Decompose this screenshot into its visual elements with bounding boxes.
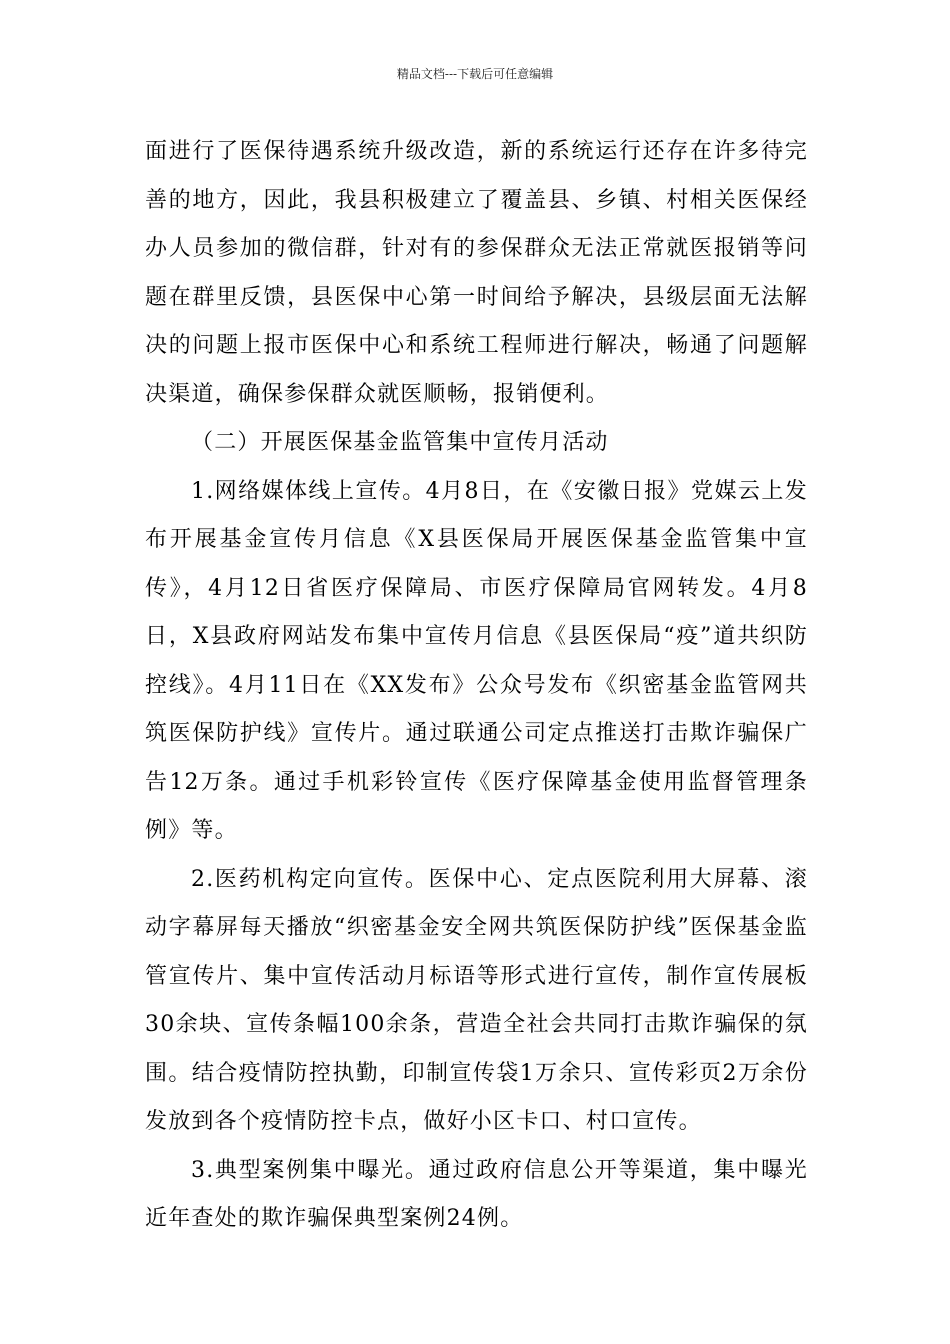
paragraph-continuation: 面进行了医保待遇系统升级改造，新的系统运行还存在许多待完善的地方，因此，我县积极建立了覆盖县、乡镇、村相关医保经办人员参加的微信群，针对有的参保群众无法正常就医报销等问题在群里反馈，县医保中心第一时间给予解决，县级层面无法解决的问题上报市医保中心和系统工程师进行解决，畅通了问题解决渠道，确保参保群众就医顺畅，报销便利。 xyxy=(145,139,808,407)
paragraph-institution-publicity: 2.医药机构定向宣传。医保中心、定点医院利用大屏幕、滚动字幕屏每天播放“织密基金安全网共筑医保防护线”医保基金监管宣传片、集中宣传活动月标语等形式进行宣传，制作宣传展板30余块、宣传条幅100余条，营造全社会共同打击欺诈骗保的氛围。结合疫情防控执勤，印制宣传袋1万余只、宣传彩页2万余份发放到各个疫情防控卡点，做好小区卡口、村口宣传。 xyxy=(145,866,808,1134)
document-body xyxy=(145,128,808,1244)
paragraph-online-publicity: 1.网络媒体线上宣传。4月8日，在《安徽日报》党媒云上发布开展基金宣传月信息《X县医保局开展医保基金监管集中宣传》，4月12日省医疗保障局、市医疗保障局官网转发。4月8日，X县政府网站发布集中宣传月信息《县医保局“疫”道共织防控线》。4月11日在《XX发布》公众号发布《织密基金监管网共筑医保防护线》宣传片。通过联通公司定点推送打击欺诈骗保广告12万条。通过手机彩铃宣传《医疗保障基金使用监督管理条例》等。 xyxy=(145,478,808,843)
section-heading: （二）开展医保基金监管集中宣传月活动 xyxy=(191,430,609,455)
page-header: 精品文档---下载后可任意编辑 xyxy=(396,67,554,81)
paragraph-case-exposure: 3.典型案例集中曝光。通过政府信息公开等渠道，集中曝光近年查处的欺诈骗保典型案例24例。 xyxy=(145,1157,808,1231)
